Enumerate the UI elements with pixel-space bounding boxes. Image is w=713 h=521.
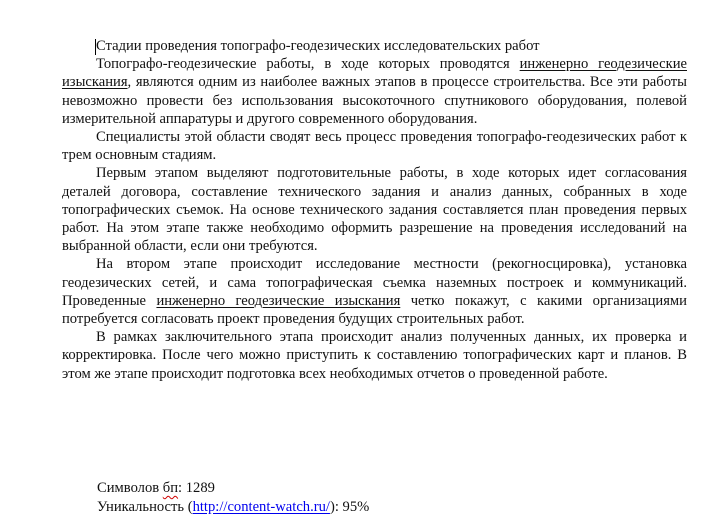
paragraph-4 (62, 255, 687, 328)
paragraph-1 (62, 55, 687, 128)
uniqueness-value: ): 95% (329, 499, 370, 515)
char-count-value: : 1289 (178, 480, 215, 496)
title-text: Стадии проведения топографо-геодезических исследовательских работ (96, 38, 540, 54)
paragraph-1-link[interactable]: инженерно геодезические изыскания (62, 56, 687, 91)
paragraph-2: Специалисты этой области сводят весь процесс проведения топографо-геодезических работ к трем основным стадиям. (62, 129, 687, 164)
char-count-abbr: бп (162, 480, 179, 496)
char-count-label: Символов (97, 480, 163, 496)
document-body (62, 37, 687, 383)
document-footer (97, 479, 369, 517)
uniqueness-link[interactable]: http://content-watch.ru/ (192, 499, 330, 515)
paragraph-4-link[interactable]: инженерно геодезические изыскания (156, 292, 401, 309)
document-title (62, 37, 687, 55)
text-cursor (95, 39, 96, 55)
paragraph-3: Первым этапом выделяют подготовительные работы, в ходе которых идет согласования деталей договора, составление технического задания и анализ данных, собранных в ходе топографических съемок. На основе технического задания составляется план проведения первых работ. На этом этапе также необходимо оформить разрешение на проведения исследований на выбранной области, если они требуются. (62, 165, 687, 255)
char-count-line (97, 479, 369, 498)
uniqueness-label: Уникальность ( (97, 499, 193, 515)
paragraph-4-text-b: четко покажут, с какими организациями потребуется согласовать проект проведения будущих строительных работ. (62, 292, 687, 328)
paragraph-1-text-b: , являются одним из наиболее важных этапов в процессе строительства. Все эти работы невозможно провести без использования высокоточного спутникового оборудования, полевой измерительной аппаратуры и другого современного оборудования. (62, 74, 687, 127)
paragraph-5: В рамках заключительного этапа происходит анализ полученных данных, их проверка и корректировка. После чего можно приступить к составлению топографических карт и планов. В этом же этапе происходит подготовка всех необходимых отчетов о проведенной работе. (62, 329, 687, 382)
paragraph-1-text-a: Топографо-геодезические работы, в ходе которых проводятся (96, 56, 520, 73)
paragraph-4-text-a: На втором этапе происходит исследование местности (рекогносцировка), установка геодезических сетей, и сама топографическая съемка наземных построек и коммуникаций. Проведенные (62, 256, 687, 309)
uniqueness-line (97, 498, 369, 517)
